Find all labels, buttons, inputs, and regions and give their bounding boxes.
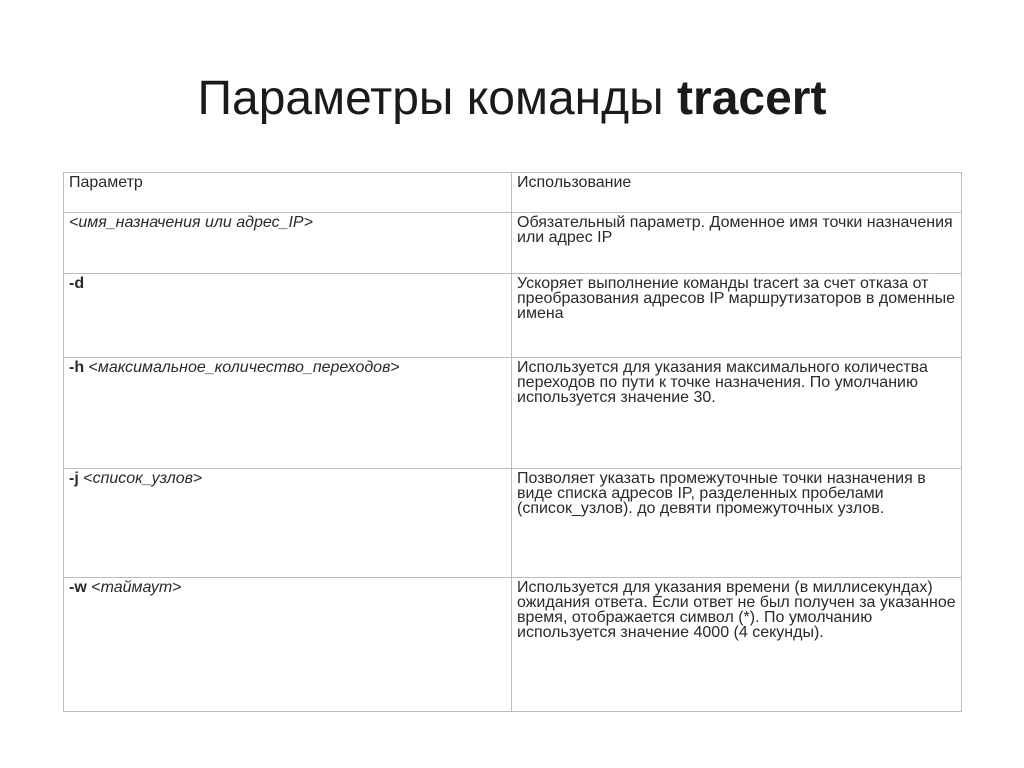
usage-cell: Обязательный параметр. Доменное имя точки назначения или адрес IP — [512, 213, 962, 274]
param-cell — [64, 274, 512, 358]
parameters-table — [63, 172, 962, 712]
param-arg: таймаут — [100, 579, 173, 596]
param-arg: имя_назначения или адрес_IP — [78, 214, 304, 231]
param-cell — [64, 213, 512, 274]
param-close: > — [193, 470, 203, 487]
param-arg: максимальное_количество_переходов — [97, 359, 391, 376]
param-cell — [64, 358, 512, 469]
param-cell — [64, 578, 512, 712]
param-close: > — [172, 579, 182, 596]
table-header-row — [64, 173, 962, 213]
header-usage: Использование — [512, 173, 962, 213]
param-cell — [64, 469, 512, 578]
usage-cell: Позволяет указать промежуточные точки назначения в виде списка адресов IP, разделенных пробелами (список_узлов). до девяти промежуточных узлов. — [512, 469, 962, 578]
table-row — [64, 578, 962, 712]
header-param: Параметр — [64, 173, 512, 213]
param-open: < — [78, 470, 93, 487]
param-flag: -j — [69, 470, 79, 487]
param-flag: -d — [69, 275, 85, 292]
param-arg: список_узлов — [92, 470, 193, 487]
param-open: < — [86, 579, 101, 596]
param-close: > — [390, 359, 400, 376]
param-flag: -w — [69, 579, 87, 596]
param-open: < — [84, 359, 98, 376]
title-command: tracert — [677, 72, 827, 125]
title-text: Параметры команды — [197, 72, 664, 125]
param-close: > — [303, 214, 313, 231]
usage-cell: Используется для указания максимального количества переходов по пути к точке назначения. По умолчанию используется значение 30. — [512, 358, 962, 469]
usage-cell: Ускоряет выполнение команды tracert за счет отказа от преобразования адресов IP маршрутизаторов в доменные имена — [512, 274, 962, 358]
param-open: < — [69, 214, 79, 231]
table-row — [64, 358, 962, 469]
table-row — [64, 213, 962, 274]
table-row — [64, 469, 962, 578]
slide-title — [0, 64, 1024, 134]
usage-cell: Используется для указания времени (в миллисекундах) ожидания ответа. Если ответ не был получен за указанное время, отображается символ (*). По умолчанию используется значение 4000 (4 секунды). — [512, 578, 962, 712]
table-row — [64, 274, 962, 358]
param-flag: -h — [69, 359, 85, 376]
